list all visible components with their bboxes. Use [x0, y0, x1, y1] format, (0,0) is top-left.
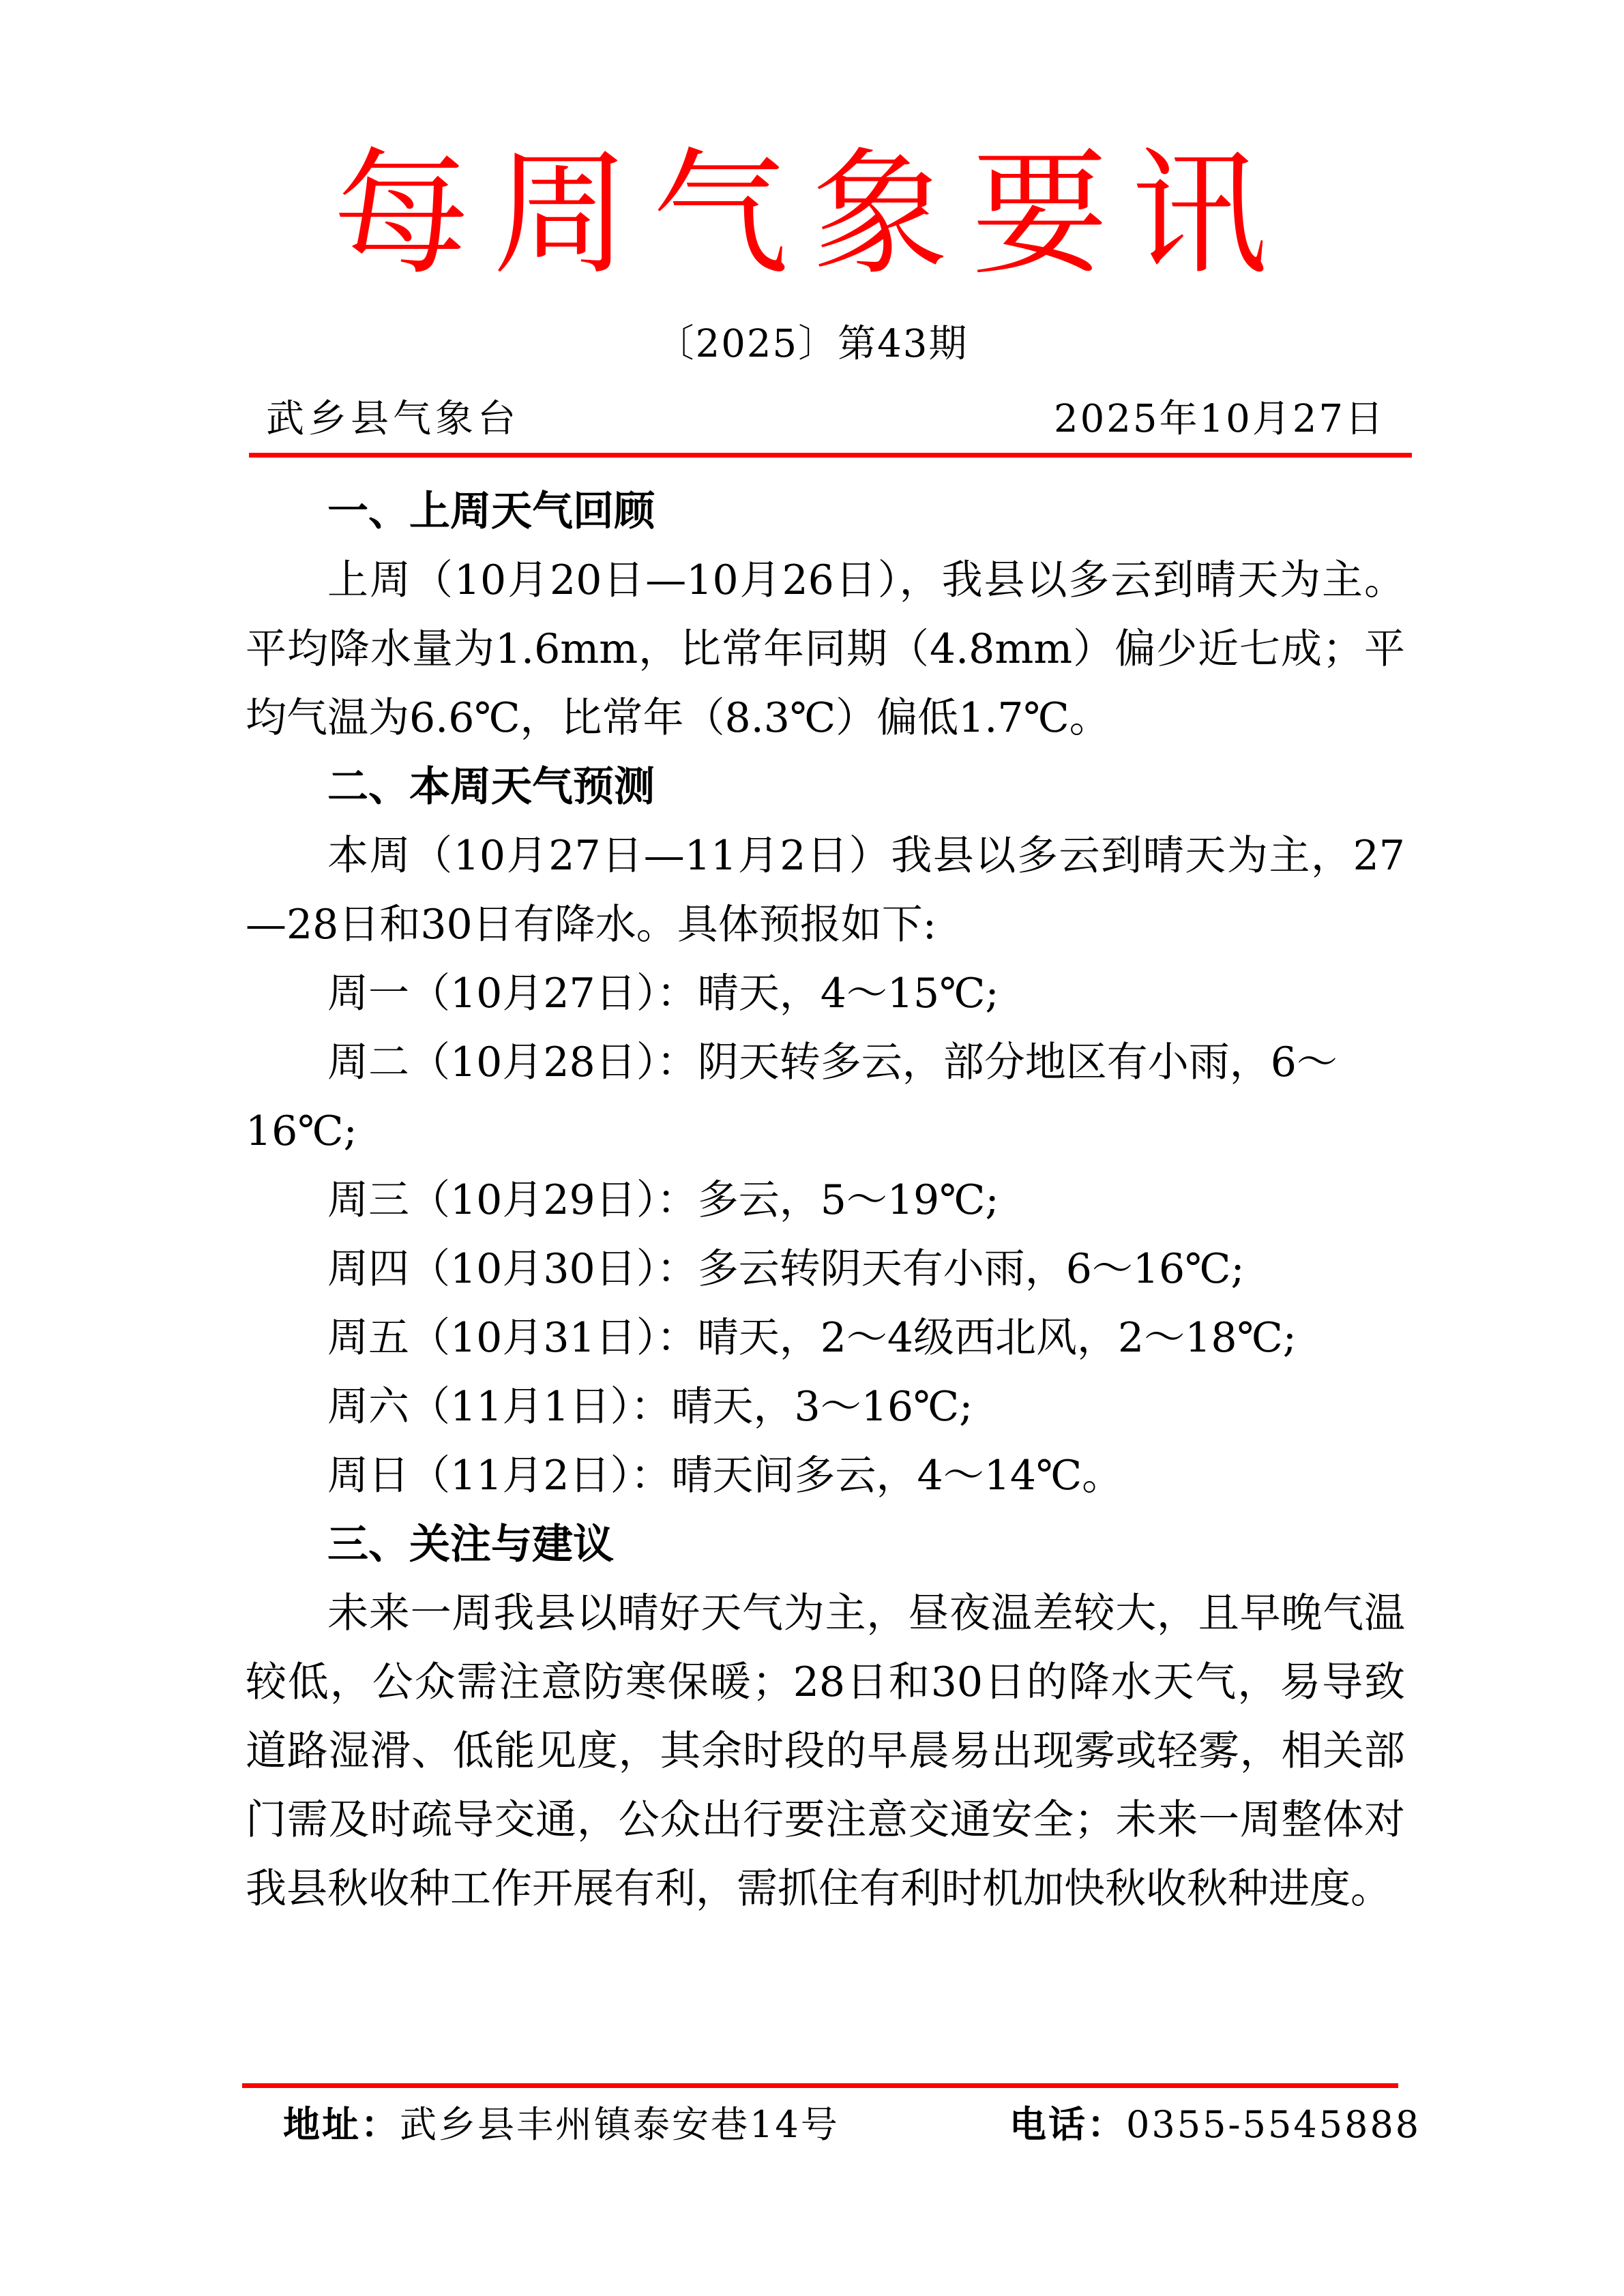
- forecast-day: 周六（11月1日）：晴天，3～16℃;: [327, 1383, 973, 1431]
- section-heading-review: 一、上周天气回顾: [327, 488, 655, 535]
- phone-label: 电话：: [1009, 2102, 1126, 2146]
- footer-divider: [242, 2083, 1398, 2088]
- footer-phone: [1009, 2100, 1421, 2149]
- advice-paragraph: 未来一周我县以晴好天气为主，昼夜温差较大，且早晚气温较低，公众需注意防寒保暖；28日和30日的降水天气，易导致道路湿滑、低能见度，其余时段的早晨易出现雾或轻雾，相关部门需及时疏导交通，公众出行要注意交通安全；未来一周整体对我县秋收种工作开展有利，需抓住有利时机加快秋收秋种进度。: [246, 1590, 1405, 1913]
- daily-forecast-list: [246, 959, 1405, 1510]
- section-heading-advice: 三、关注与建议: [327, 1521, 614, 1568]
- forecast-day: 周五（10月31日）：晴天，2～4级西北风，2～18℃;: [327, 1314, 1297, 1362]
- forecast-intro: 本周（10月27日—11月2日）我县以多云到晴天为主，27—28日和30日有降水。具体预报如下:: [246, 832, 1405, 949]
- issue-number: 〔2025〕第43期: [655, 322, 969, 366]
- header-divider: [249, 453, 1412, 458]
- section-heading-forecast: 二、本周天气预测: [327, 763, 655, 811]
- bulletin-title: 每周气象要讯: [333, 135, 1291, 294]
- address-label: 地址：: [283, 2102, 400, 2146]
- forecast-day: 周一（10月27日）：晴天，4～15℃;: [327, 970, 999, 1017]
- phone-value: 0355-5545888: [1126, 2103, 1421, 2146]
- forecast-day: 周四（10月30日）：多云转阴天有小雨，6～16℃;: [327, 1245, 1245, 1293]
- footer-address: [283, 2100, 840, 2149]
- forecast-day: 周三（10月29日）：多云，5～19℃;: [327, 1176, 999, 1224]
- issuing-organization: 武乡县气象台: [266, 397, 520, 441]
- review-paragraph: 上周（10月20日—10月26日），我县以多云到晴天为主。平均降水量为1.6mm，比常年同期（4.8mm）偏少近七成；平均气温为6.6℃，比常年（8.3℃）偏低1.7℃。: [246, 556, 1405, 742]
- forecast-day: 周日（11月2日）：晴天间多云，4～14℃。: [327, 1452, 1123, 1500]
- issue-date: 2025年10月27日: [1053, 397, 1385, 441]
- address-value: 武乡县丰州镇泰安巷14号: [400, 2103, 840, 2146]
- bulletin-body: [246, 477, 1405, 1924]
- forecast-day: 周二（10月28日）：阴天转多云，部分地区有小雨，6～16℃;: [246, 1039, 1338, 1155]
